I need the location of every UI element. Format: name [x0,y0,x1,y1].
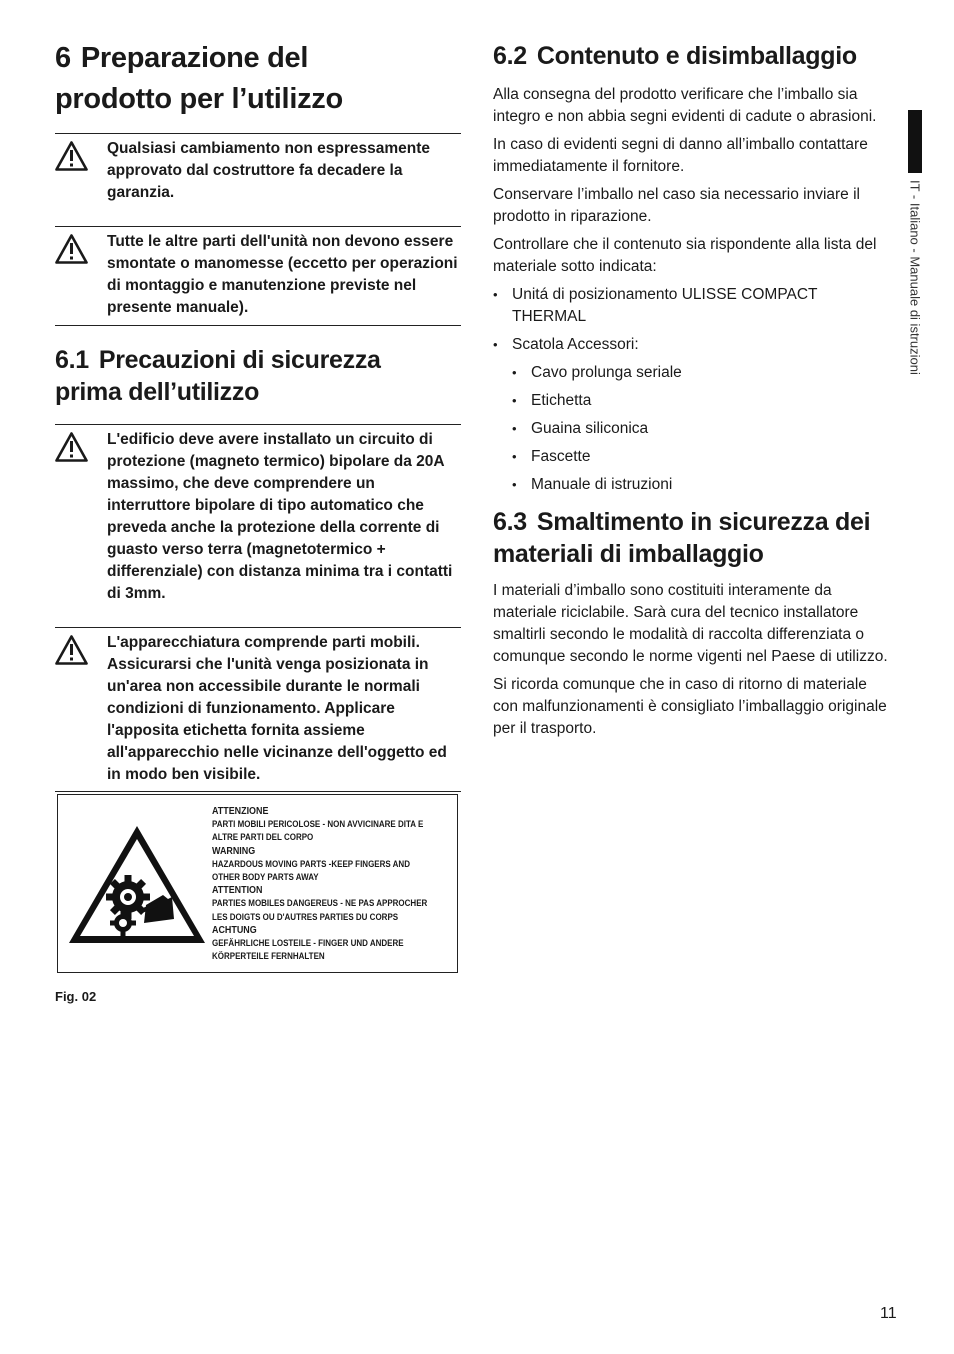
paragraph: I materiali d’imballo sono costituiti interamente da materiale riciclabile. Sarà cura del tecnico installatore smaltirli secondo le modalità di raccolta differenziata o comunque secondo le norme vigenti nel Paese di utilizzo. [493,582,888,665]
warning-text: L'edificio deve avere installato un circuito di protezione (magneto termico) bipolare da 20A massimo, che deve comprendere un interruttore bipolare di tipo automatico che preveda anche la protezione della corrente di guasto verso terra (magnetotermico + differenziale) con distanza minima tra i contatti di 3mm. [107,431,453,602]
label-line: OTHER BODY PARTS AWAY [212,872,319,883]
warning-block [55,424,461,605]
warning-block [55,627,461,786]
divider [55,791,461,792]
section-title-line2: prima dell’utilizzo [55,378,260,406]
list-item: • Fascette [512,446,895,468]
chapter-title-line1: Preparazione del [80,42,309,74]
list-item [493,334,895,496]
list-item: • Guaina siliconica [512,418,895,440]
label-line: ALTRE PARTI DEL CORPO [212,832,314,843]
chapter-title [55,38,461,120]
figure-caption: Fig. 02 [55,989,97,1004]
section-title: Contenuto e disimballaggio [536,42,857,70]
section-number: 6.1 [55,346,89,374]
side-tab [907,180,923,410]
moving-parts-hazard-icon [66,823,208,952]
section-body-6-2 [493,84,895,496]
contents-list [493,284,895,496]
label-line: PARTI MOBILI PERICOLOSE - NON AVVICINARE DITA E [212,819,424,830]
label-heading: ACHTUNG [212,924,257,936]
section-title-6-1 [55,344,461,408]
warning-triangle-icon [55,234,99,264]
chapter-number: 6 [55,42,71,74]
paragraph: Conservare l’imballo nel caso sia necessario inviare il prodotto in riparazione. [493,186,860,225]
accessories-list [512,362,895,496]
list-item: • Manuale di istruzioni [512,474,895,496]
warning-label-figure [57,794,458,973]
section-body-6-3 [493,580,895,740]
section-number: 6.3 [493,508,527,536]
section-title-6-3 [493,506,895,570]
label-line: PARTIES MOBILES DANGEREUS - NE PAS APPROCHER [212,898,428,909]
warning-triangle-icon [55,635,99,665]
divider [55,325,461,326]
label-line: LES DOIGTS OU D'AUTRES PARTIES DU CORPS [212,911,399,922]
side-tab-text: IT - Italiano - Manuale di istruzioni [907,180,923,375]
list-item-label: Scatola Accessori: [512,336,639,353]
side-tab-marker [908,110,922,173]
label-heading: WARNING [212,845,256,857]
section-title-line1: Precauzioni di sicurezza [98,346,381,374]
label-line: KÖRPERTEILE FERNHALTEN [212,951,325,962]
paragraph: Si ricorda comunque che in caso di ritorno di materiale con malfunzionamenti è consigliato l’imballaggio originale per il trasporto. [493,676,887,737]
section-title-6-2 [493,40,895,72]
section-title-line1: Smaltimento in sicurezza dei [536,508,871,536]
chapter-title-line2: prodotto per l’utilizzo [55,83,343,115]
paragraph: Alla consegna del prodotto verificare che l’imballo sia integro e non abbia segni evidenti di cadute o abrasioni. [493,86,877,125]
paragraph: In caso di evidenti segni di danno all’imballo contattare immediatamente il fornitore. [493,136,868,175]
right-column [493,40,895,746]
label-line: GEFÄHRLICHE LOSTEILE - FINGER UND ANDERE [212,938,404,949]
section-number: 6.2 [493,42,527,70]
label-heading: ATTENTION [212,885,263,897]
label-line: HAZARDOUS MOVING PARTS -KEEP FINGERS AND [212,858,410,869]
left-column [55,38,461,792]
list-item: • Cavo prolunga seriale [512,362,895,384]
warning-block [55,226,461,319]
list-item: • Unitá di posizionamento ULISSE COMPACT THERMAL [493,284,895,328]
warning-text: Tutte le altre parti dell'unità non devono essere smontate o manomesse (eccetto per operazioni di montaggio e manutenzione previste nel presente manuale). [107,233,458,316]
list-item: • Etichetta [512,390,895,412]
label-text-block [212,805,451,963]
paragraph: Controllare che il contenuto sia rispondente alla lista del materiale sotto indicata: [493,236,877,275]
warning-text: L'apparecchiatura comprende parti mobili. Assicurarsi che l'unità venga posizionata in un'area non accessibile durante le normali condizioni di funzionamento. Applicare l'apposita etichetta fornita assieme all'apparecchio nelle vicinanze dell'oggetto ed in modo ben visibile. [107,634,447,783]
page-number: 11 [880,1305,897,1322]
label-heading: ATTENZIONE [212,806,269,817]
warning-triangle-icon [55,141,99,171]
warning-triangle-icon [55,432,99,462]
warning-block [55,133,461,204]
warning-text: Qualsiasi cambiamento non espressamente approvato dal costruttore fa decadere la garanzia. [107,140,431,201]
section-title-line2: materiali di imballaggio [493,540,764,568]
